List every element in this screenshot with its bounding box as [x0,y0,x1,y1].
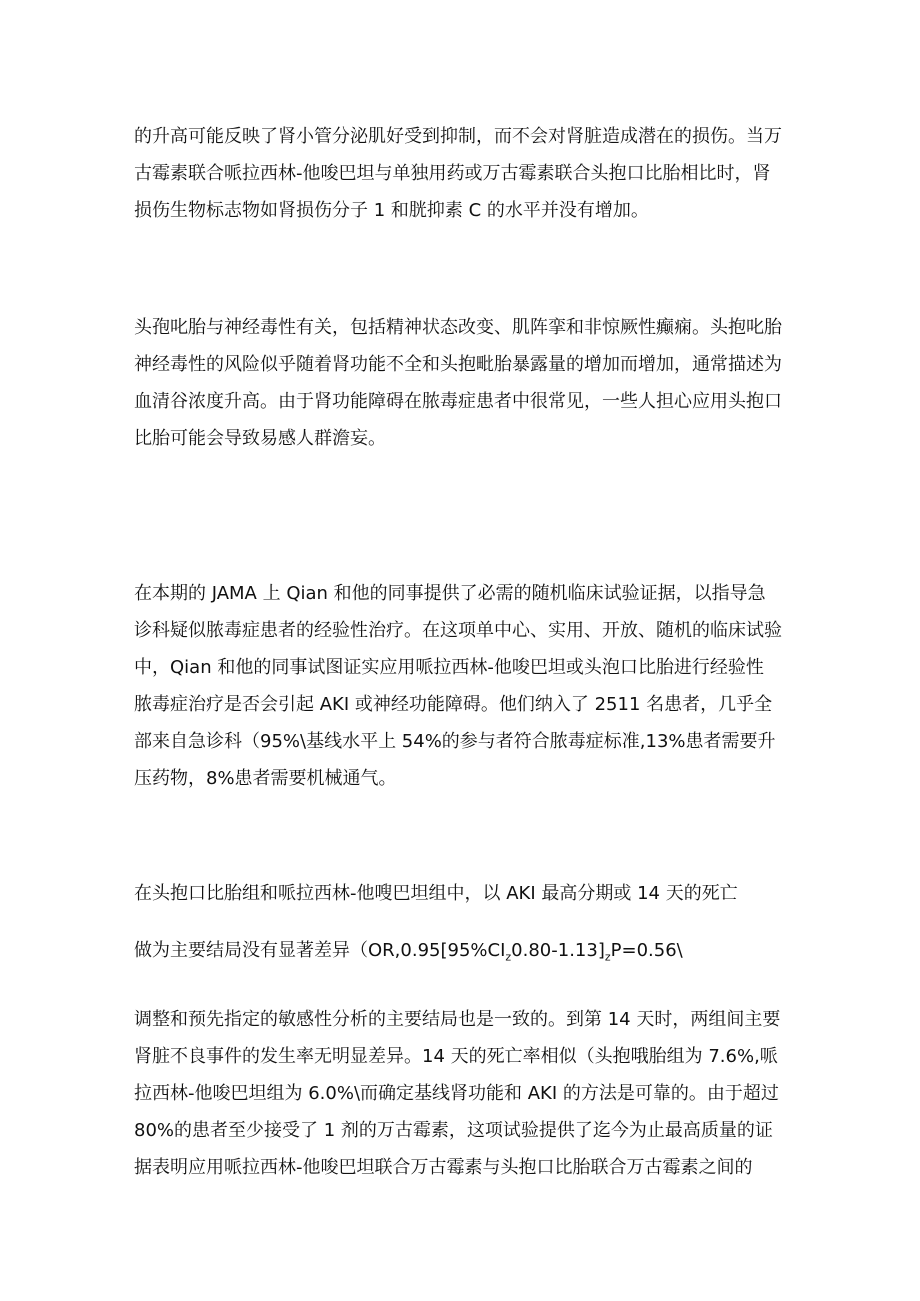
paragraph-line: 80%的患者至少接受了 1 剂的万古霉素，这项试验提供了迄今为止最高质量的证 [134,1120,773,1141]
paragraph-line: 古霉素联合哌拉西林-他唆巴坦与单独用药或万古霉素联合头抱口比胎相比时，肾 [134,163,771,184]
paragraph-line: 血清谷浓度升高。由于肾功能障碍在脓毒症患者中很常见，一些人担心应用头抱口 [134,391,782,412]
paragraph-line: 比胎可能会导致易感人群澹妄。 [134,428,386,449]
paragraph-line: 拉西林-他唆巴坦组为 6.0%\而确定基线肾功能和 AKI 的方法是可靠的。由于超过 [134,1083,779,1104]
result-p-value: P=0.56\ [610,940,683,961]
paragraph-line: 压药物，8%患者需要机械通气。 [134,768,397,789]
paragraph-line: 脓毒症治疗是否会引起 AKI 或神经功能障碍。他们纳入了 2511 名患者，几乎全 [134,694,773,715]
subscript: z [505,950,512,964]
paragraph-line: 诊科疑似脓毒症患者的经验性治疗。在这项单中心、实用、开放、随机的临床试验 [134,620,782,641]
paragraph-4 [134,875,804,912]
paragraph-line: 损伤生物标志物如肾损伤分子 1 和胱抑素 C 的水平并没有增加。 [134,200,649,221]
paragraph-line: 神经毒性的风险似乎随着肾功能不全和头抱毗胎暴露量的增加而增加，通常描述为 [134,354,782,375]
paragraph-1 [134,118,804,229]
paragraph-line: 据表明应用哌拉西林-他唆巴坦联合万古霉素与头抱口比胎联合万古霉素之间的 [134,1157,753,1178]
paragraph-6 [134,1001,804,1186]
paragraph-2 [134,309,804,457]
paragraph-line: 部来自急诊科（95%\基线水平上 54%的参与者符合脓毒症标准,13%患者需要升 [134,731,776,752]
subscript: z [604,950,611,964]
result-range: 0.80-1.13] [511,940,605,961]
paragraph-line: 头孢叱胎与神经毒性有关，包括精神状态改变、肌阵挛和非惊厥性癫痫。头抱叱胎 [134,317,782,338]
paragraph-line: 在头抱口比胎组和哌拉西林-他嗖巴坦组中，以 AKI 最高分期或 14 天的死亡 [134,883,738,904]
result-text: 做为主要结局没有显著差异（OR,0.95[95%CI [134,940,506,961]
paragraph-5 [134,932,804,969]
paragraph-line: 肾脏不良事件的发生率无明显差异。14 天的死亡率相似（头抱哦胎组为 7.6%,哌 [134,1046,778,1067]
paragraph-line: 在本期的 JAMA 上 Qian 和他的同事提供了必需的随机临床试验证据，以指导急 [134,583,766,604]
paragraph-line: 中，Qian 和他的同事试图证实应用哌拉西林-他唆巴坦或头泡口比胎进行经验性 [134,657,764,678]
paragraph-3 [134,575,804,797]
paragraph-line [134,932,804,969]
paragraph-line: 调整和预先指定的敏感性分析的主要结局也是一致的。到第 14 天时，两组间主要 [134,1009,781,1030]
paragraph-line: 的升高可能反映了肾小管分泌肌好受到抑制，而不会对肾脏造成潜在的损伤。当万 [134,126,782,147]
